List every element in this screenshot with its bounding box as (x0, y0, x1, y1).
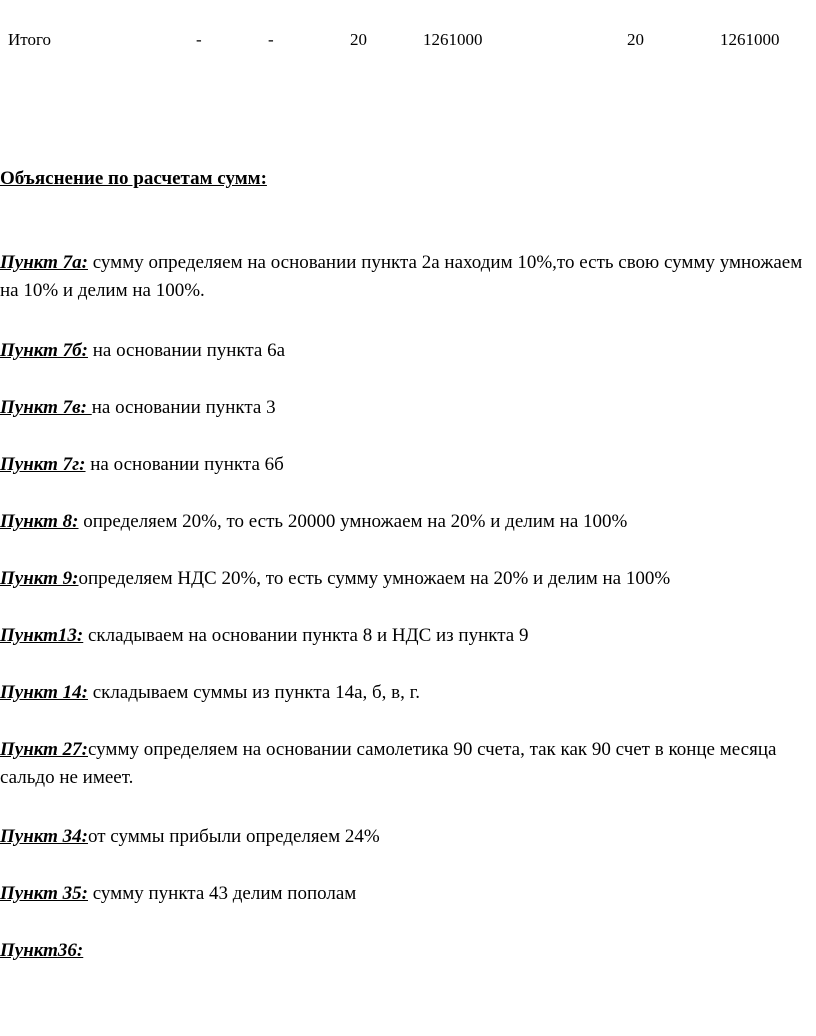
explanation-item (0, 622, 816, 650)
explanation-item (0, 736, 816, 792)
total-row (0, 30, 816, 54)
item-label: Пункт 27: (0, 739, 88, 760)
explanation-item (0, 823, 816, 851)
total-label: Итого (8, 30, 52, 49)
item-text: складываем на основании пункта 8 и НДС из пункта 9 (83, 625, 529, 646)
item-text: сумму пункта 43 делим пополам (88, 883, 357, 904)
explanation-item (0, 937, 816, 965)
item-text: на основании пункта 6а (87, 340, 286, 361)
item-text: сумму определяем на основании самолетика 90 счета, так как 90 счет в конце месяца сальдо не имеет. (0, 739, 777, 788)
item-label: Пункт13: (0, 625, 84, 646)
item-text: от суммы прибыли определяем 24% (88, 826, 380, 847)
total-cell: 1261000 (423, 30, 483, 49)
total-cell: 20 (627, 30, 644, 49)
item-text: на основании пункта 3 (91, 397, 276, 418)
explanation-item (0, 394, 816, 422)
explanation-item (0, 337, 816, 365)
item-label: Пункт 7в: (0, 397, 92, 418)
total-cell: 1261000 (720, 30, 780, 49)
total-cell: - (268, 30, 274, 49)
item-text: определяем 20%, то есть 20000 умножаем на 20% и делим на 100% (78, 511, 628, 532)
item-text: складываем суммы из пункта 14а, б, в, г. (88, 682, 421, 703)
item-label: Пункт 7а: (0, 252, 88, 273)
explanation-item (0, 679, 816, 707)
item-label: Пункт 34: (0, 826, 88, 847)
explanation-item (0, 508, 816, 536)
item-label: Пункт 35: (0, 883, 88, 904)
item-label: Пункт 7б: (0, 340, 88, 361)
section-heading: Объяснение по расчетам сумм: (0, 168, 267, 189)
item-text: сумму определяем на основании пункта 2а находим 10%,то есть свою сумму умножаем на 10% и делим на 100%. (0, 252, 803, 301)
item-label: Пункт 14: (0, 682, 88, 703)
total-cell: 20 (350, 30, 367, 49)
item-label: Пункт36: (0, 940, 84, 961)
item-text: на основании пункта 6б (85, 454, 284, 475)
item-label: Пункт 8: (0, 511, 79, 532)
item-label: Пункт 9: (0, 568, 79, 589)
item-label: Пункт 7г: (0, 454, 86, 475)
explanation-item (0, 565, 816, 593)
explanation-item (0, 249, 816, 305)
explanation-item (0, 451, 816, 479)
total-cell: - (196, 30, 202, 49)
explanation-item (0, 880, 816, 908)
item-text: определяем НДС 20%, то есть сумму умножаем на 20% и делим на 100% (78, 568, 671, 589)
